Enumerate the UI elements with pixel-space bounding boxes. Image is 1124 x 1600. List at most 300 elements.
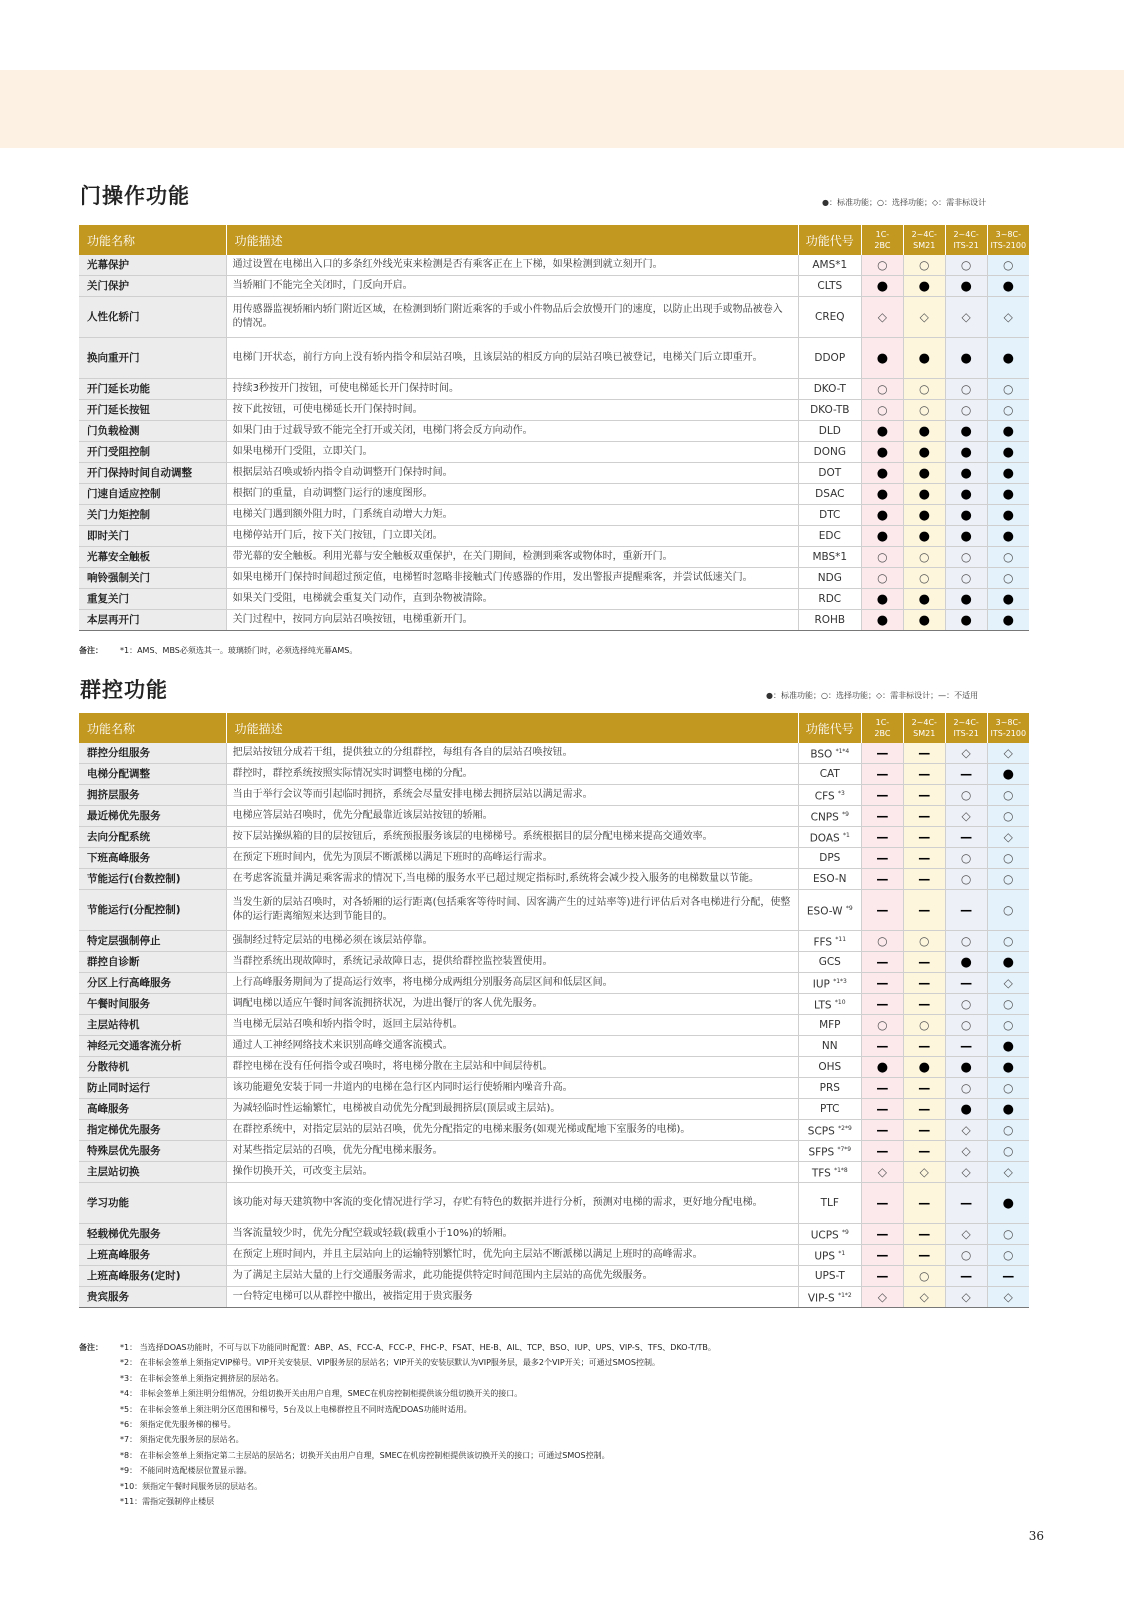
function-code [798, 973, 861, 994]
availability-filled-icon: ● [903, 421, 945, 442]
header-model-its21: 2~4C- ITS-21 [945, 713, 987, 743]
function-name: 特定层强制停止 [79, 931, 226, 952]
function-name: 防止同时运行 [79, 1078, 226, 1099]
function-code [798, 1099, 861, 1120]
availability-none-icon: — [861, 890, 903, 931]
function-code-text: SFPS [808, 1146, 835, 1159]
function-code-text: CLTS [817, 280, 843, 292]
function-code-text: LTS [814, 999, 832, 1012]
header-function-name: 功能名称 [79, 225, 226, 255]
table-row [79, 1287, 1029, 1308]
availability-none-icon: — [861, 743, 903, 764]
function-code-text: TFS [811, 1167, 831, 1180]
availability-filled-icon: ● [987, 764, 1029, 785]
function-code [798, 1015, 861, 1036]
function-name: 本层再开门 [79, 610, 226, 631]
function-code-text: CNPS [810, 811, 839, 824]
availability-nonstandard-icon: ◇ [987, 297, 1029, 338]
availability-filled-icon: ● [987, 526, 1029, 547]
table-row [79, 890, 1029, 931]
function-description: 关门过程中，按同方向层站召唤按钮，电梯重新开门。 [226, 610, 798, 631]
function-code-text: DKO-TB [810, 404, 850, 416]
availability-none-icon: — [903, 973, 945, 994]
function-code [798, 785, 861, 806]
function-code [798, 1287, 861, 1308]
availability-filled-icon: ● [945, 610, 987, 631]
table-row [79, 297, 1029, 338]
function-description: 当客流量较少时，优先分配空载或轻载(载重小于10%)的轿厢。 [226, 1224, 798, 1245]
function-description: 通过人工神经网络技术来识别高峰交通客流模式。 [226, 1036, 798, 1057]
availability-filled-icon: ● [987, 338, 1029, 379]
availability-optional-icon: ○ [987, 1078, 1029, 1099]
availability-optional-icon: ○ [987, 400, 1029, 421]
group-note: *5： 在非标会签单上须注明分区范围和梯号，5台及以上电梯群控且不同时选配DOAS功能时适用。 [120, 1404, 472, 1414]
function-code-text: ROHB [814, 614, 846, 626]
availability-none-icon: — [945, 973, 987, 994]
availability-none-icon: — [903, 1099, 945, 1120]
availability-optional-icon: ○ [945, 994, 987, 1015]
function-name: 下班高峰服务 [79, 848, 226, 869]
availability-filled-icon: ● [987, 1036, 1029, 1057]
group-function-table [79, 713, 1029, 1308]
availability-none-icon: — [903, 1183, 945, 1224]
function-code [798, 1183, 861, 1224]
function-description: 电梯关门遇到额外阻力时，门系统自动增大力矩。 [226, 505, 798, 526]
availability-filled-icon: ● [861, 463, 903, 484]
availability-none-icon: — [861, 827, 903, 848]
table-row [79, 400, 1029, 421]
header-function-name: 功能名称 [79, 713, 226, 743]
availability-none-icon: — [861, 1266, 903, 1287]
function-description: 用传感器监视轿厢内轿门附近区域，在检测到轿门附近乘客的手或小件物品后会放慢开门的速度，以防止出现手或物品被卷入的情况。 [226, 297, 798, 338]
function-code [798, 890, 861, 931]
function-description: 当由于举行会议等而引起临时拥挤，系统会尽量安排电梯去拥挤层站以满足需求。 [226, 785, 798, 806]
header-model-its2100: 3~8C- ITS-2100 [987, 225, 1029, 255]
header-band [0, 70, 1124, 148]
availability-filled-icon: ● [945, 505, 987, 526]
table-row [79, 505, 1029, 526]
footnote-ref: *10 [834, 998, 846, 1006]
availability-none-icon: — [903, 994, 945, 1015]
function-code-text: CAT [819, 768, 840, 780]
function-name: 特殊层优先服务 [79, 1141, 226, 1162]
function-code [798, 379, 861, 400]
availability-none-icon: — [903, 890, 945, 931]
header-model-sm21: 2~4C- SM21 [903, 713, 945, 743]
function-name: 关门力矩控制 [79, 505, 226, 526]
function-name: 开门延长功能 [79, 379, 226, 400]
group-section-title: 群控功能 [80, 678, 168, 702]
availability-nonstandard-icon: ◇ [987, 743, 1029, 764]
function-code [798, 806, 861, 827]
availability-optional-icon: ○ [987, 890, 1029, 931]
group-note: *8： 在非标会签单上须指定第二主层站的层站名；切换开关由用户自理，SMEC在机房控制柜提供该切换开关的接口；可通过SMOS控制。 [120, 1450, 610, 1460]
function-name: 神经元交通客流分析 [79, 1036, 226, 1057]
function-name: 上班高峰服务 [79, 1245, 226, 1266]
function-name: 午餐时间服务 [79, 994, 226, 1015]
availability-optional-icon: ○ [903, 255, 945, 276]
function-name: 门速自适应控制 [79, 484, 226, 505]
function-code [798, 1245, 861, 1266]
footnote-ref: *1*3 [833, 977, 847, 985]
function-name: 开门受阻控制 [79, 442, 226, 463]
availability-filled-icon: ● [945, 338, 987, 379]
function-name: 去向分配系统 [79, 827, 226, 848]
function-description: 持续3秒按开门按钮，可使电梯延长开门保持时间。 [226, 379, 798, 400]
availability-none-icon: — [861, 1224, 903, 1245]
availability-optional-icon: ○ [987, 568, 1029, 589]
availability-filled-icon: ● [945, 1099, 987, 1120]
availability-optional-icon: ○ [987, 785, 1029, 806]
function-code-text: UCPS [810, 1229, 839, 1242]
availability-optional-icon: ○ [945, 547, 987, 568]
availability-filled-icon: ● [861, 442, 903, 463]
availability-filled-icon: ● [861, 505, 903, 526]
availability-none-icon: — [945, 890, 987, 931]
availability-optional-icon: ○ [945, 848, 987, 869]
function-name: 电梯分配调整 [79, 764, 226, 785]
function-code-text: VIP-S [807, 1292, 835, 1305]
availability-filled-icon: ● [987, 952, 1029, 973]
function-code [798, 1078, 861, 1099]
function-name: 开门延长按钮 [79, 400, 226, 421]
table-row [79, 1183, 1029, 1224]
table-row [79, 973, 1029, 994]
function-name: 节能运行(分配控制) [79, 890, 226, 931]
function-code [798, 276, 861, 297]
function-name: 即时关门 [79, 526, 226, 547]
function-code [798, 931, 861, 952]
function-description: 在预定上班时间内，并且主层站向上的运输特别繁忙时，优先向主层站不断派梯以满足上班时的高峰需求。 [226, 1245, 798, 1266]
availability-none-icon: — [861, 1036, 903, 1057]
function-code [798, 442, 861, 463]
function-description: 电梯停站开门后，按下关门按钮，门立即关闭。 [226, 526, 798, 547]
function-description: 调配电梯以适应午餐时间客流拥挤状况，为进出餐厅的客人优先服务。 [226, 994, 798, 1015]
availability-filled-icon: ● [945, 421, 987, 442]
function-code [798, 1120, 861, 1141]
function-name: 上班高峰服务(定时) [79, 1266, 226, 1287]
function-code [798, 1266, 861, 1287]
availability-none-icon: — [945, 1183, 987, 1224]
table-row [79, 827, 1029, 848]
function-code-text: PRS [819, 1082, 840, 1094]
table-row [79, 1099, 1029, 1120]
function-description: 按下此按钮，可使电梯延长开门保持时间。 [226, 400, 798, 421]
header-function-code: 功能代号 [798, 713, 861, 743]
availability-optional-icon: ○ [987, 379, 1029, 400]
function-code-text: GCS [818, 956, 841, 968]
function-name: 重复关门 [79, 589, 226, 610]
function-code [798, 610, 861, 631]
function-code [798, 421, 861, 442]
function-code [798, 484, 861, 505]
table-row [79, 952, 1029, 973]
function-code [798, 1057, 861, 1078]
table-row [79, 589, 1029, 610]
availability-none-icon: — [903, 952, 945, 973]
availability-none-icon: — [861, 1245, 903, 1266]
function-name: 光幕保护 [79, 255, 226, 276]
availability-none-icon: — [861, 1099, 903, 1120]
function-code-text: DKO-T [813, 383, 846, 395]
door-section-title: 门操作功能 [80, 184, 190, 208]
function-description: 一台特定电梯可以从群控中撤出，被指定用于贵宾服务 [226, 1287, 798, 1308]
function-code-text: NDG [817, 572, 842, 584]
function-code [798, 1036, 861, 1057]
function-description: 群控时，群控系统按照实际情况实时调整电梯的分配。 [226, 764, 798, 785]
availability-filled-icon: ● [987, 1099, 1029, 1120]
function-description: 按下层站操纵箱的目的层按钮后，系统预报服务该层的电梯梯号。系统根据目的层分配电梯来提高交通效率。 [226, 827, 798, 848]
function-description: 对某些指定层站的召唤，优先分配电梯来服务。 [226, 1141, 798, 1162]
function-name: 响铃强制关门 [79, 568, 226, 589]
availability-optional-icon: ○ [945, 568, 987, 589]
table-row [79, 379, 1029, 400]
availability-optional-icon: ○ [903, 547, 945, 568]
function-description: 该功能避免安装于同一井道内的电梯在急行区内同时运行使轿厢内噪音升高。 [226, 1078, 798, 1099]
group-note-label: 备注： [79, 1343, 103, 1352]
header-function-desc: 功能描述 [226, 225, 798, 255]
function-code [798, 1162, 861, 1183]
availability-none-icon: — [861, 1183, 903, 1224]
door-function-table [79, 225, 1029, 631]
availability-none-icon: — [987, 1266, 1029, 1287]
function-name: 轻载梯优先服务 [79, 1224, 226, 1245]
availability-filled-icon: ● [945, 952, 987, 973]
table-row [79, 1036, 1029, 1057]
footnote-ref: *9 [842, 810, 849, 818]
function-code-text: CREQ [815, 311, 845, 323]
table-row [79, 785, 1029, 806]
footnote-ref: *1 [843, 831, 850, 839]
availability-none-icon: — [945, 1036, 987, 1057]
function-code-text: ESO-W [806, 905, 843, 918]
group-note: *9： 不能同时选配楼层位置显示器。 [120, 1466, 252, 1476]
function-description: 在预定下班时间内，优先为顶层不断派梯以满足下班时的高峰运行需求。 [226, 848, 798, 869]
availability-none-icon: — [945, 827, 987, 848]
function-code-text: DOT [818, 467, 842, 479]
table-row [79, 338, 1029, 379]
function-description: 如果门由于过载导致不能完全打开或关闭，电梯门将会反方向动作。 [226, 421, 798, 442]
availability-none-icon: — [945, 764, 987, 785]
function-name: 关门保护 [79, 276, 226, 297]
availability-nonstandard-icon: ◇ [861, 1287, 903, 1308]
function-code-text: IUP [812, 978, 830, 991]
availability-none-icon: — [903, 1141, 945, 1162]
table-row [79, 610, 1029, 631]
function-code [798, 869, 861, 890]
availability-filled-icon: ● [945, 589, 987, 610]
function-code-text: DSAC [815, 488, 845, 500]
function-name: 门负载检测 [79, 421, 226, 442]
table-row [79, 764, 1029, 785]
table-row [79, 1078, 1029, 1099]
availability-nonstandard-icon: ◇ [987, 1287, 1029, 1308]
availability-filled-icon: ● [903, 610, 945, 631]
table-row [79, 276, 1029, 297]
availability-optional-icon: ○ [903, 1266, 945, 1287]
table-row [79, 1266, 1029, 1287]
function-code-text: MFP [819, 1019, 841, 1031]
availability-optional-icon: ○ [987, 1245, 1029, 1266]
availability-none-icon: — [861, 869, 903, 890]
function-description: 为减轻临时性运输繁忙，电梯被自动优先分配到最拥挤层(顶层或主层站)。 [226, 1099, 798, 1120]
availability-none-icon: — [903, 1245, 945, 1266]
function-code [798, 764, 861, 785]
function-code-text: DONG [813, 446, 846, 458]
footnote-ref: *1*8 [834, 1166, 848, 1174]
function-name: 分区上行高峰服务 [79, 973, 226, 994]
function-code-text: UPS [814, 1250, 836, 1263]
availability-filled-icon: ● [903, 1057, 945, 1078]
function-code [798, 589, 861, 610]
function-description: 带光幕的安全触板。利用光幕与安全触板双重保护，在关门期间，检测到乘客或物体时，重新开门。 [226, 547, 798, 568]
availability-optional-icon: ○ [987, 1141, 1029, 1162]
availability-optional-icon: ○ [861, 547, 903, 568]
function-description: 为了满足主层站大量的上行交通服务需求，此功能提供特定时间范围内主层站的高优先级服务。 [226, 1266, 798, 1287]
function-name: 最近梯优先服务 [79, 806, 226, 827]
table-row [79, 421, 1029, 442]
function-description: 当发生新的层站召唤时，对各轿厢的运行距离(包括乘客等待时间、因客满产生的过站率等)进行评估后对各电梯进行分配，使整体的运行距离缩短来达到节能目的。 [226, 890, 798, 931]
table-row [79, 255, 1029, 276]
function-description: 如果关门受阻，电梯就会重复关门动作，直到杂物被清除。 [226, 589, 798, 610]
availability-none-icon: — [861, 1078, 903, 1099]
table-row [79, 442, 1029, 463]
availability-filled-icon: ● [987, 484, 1029, 505]
door-legend: ●：标准功能；○：选择功能；◇：需非标设计 [822, 198, 987, 207]
availability-none-icon: — [903, 1224, 945, 1245]
availability-nonstandard-icon: ◇ [861, 1162, 903, 1183]
table-row [79, 526, 1029, 547]
function-name: 高峰服务 [79, 1099, 226, 1120]
availability-none-icon: — [903, 848, 945, 869]
table-row [79, 463, 1029, 484]
availability-filled-icon: ● [861, 610, 903, 631]
function-code [798, 827, 861, 848]
function-description: 电梯门开状态，前行方向上没有轿内指令和层站召唤，且该层站的相反方向的层站召唤已被登记，电梯关门后立即重开。 [226, 338, 798, 379]
function-name: 指定梯优先服务 [79, 1120, 226, 1141]
availability-optional-icon: ○ [945, 400, 987, 421]
function-code-text: EDC [818, 530, 841, 542]
availability-none-icon: — [861, 1120, 903, 1141]
function-description: 该功能对每天建筑物中客流的变化情况进行学习，存贮有特色的数据并进行分析，预测对电梯的需求，更好地分配电梯。 [226, 1183, 798, 1224]
availability-none-icon: — [861, 1141, 903, 1162]
availability-optional-icon: ○ [861, 931, 903, 952]
availability-none-icon: — [861, 973, 903, 994]
footnote-ref: *2*9 [838, 1124, 852, 1132]
availability-none-icon: — [945, 1266, 987, 1287]
availability-filled-icon: ● [945, 442, 987, 463]
function-code [798, 994, 861, 1015]
footnote-ref: *9 [842, 1228, 849, 1236]
availability-filled-icon: ● [903, 526, 945, 547]
function-code [798, 1224, 861, 1245]
footnote-ref: *11 [835, 935, 847, 943]
table-row [79, 1120, 1029, 1141]
table-row [79, 1162, 1029, 1183]
availability-nonstandard-icon: ◇ [903, 1287, 945, 1308]
availability-filled-icon: ● [945, 276, 987, 297]
function-code-text: DPS [819, 852, 841, 864]
availability-none-icon: — [861, 848, 903, 869]
function-description: 如果电梯开门保持时间超过预定值，电梯暂时忽略非接触式门传感器的作用，发出警报声提醒乘客，并尝试低速关门。 [226, 568, 798, 589]
function-name: 换向重开门 [79, 338, 226, 379]
function-code-text: DDOP [814, 352, 846, 364]
header-function-code: 功能代号 [798, 225, 861, 255]
availability-nonstandard-icon: ◇ [987, 827, 1029, 848]
availability-filled-icon: ● [903, 463, 945, 484]
availability-optional-icon: ○ [987, 1224, 1029, 1245]
function-code-text: DOAS [809, 832, 840, 845]
table-row [79, 1057, 1029, 1078]
function-name: 分散待机 [79, 1057, 226, 1078]
availability-filled-icon: ● [987, 505, 1029, 526]
function-description: 把层站按钮分成若干组，提供独立的分组群控，每组有各自的层站召唤按钮。 [226, 743, 798, 764]
table-row [79, 994, 1029, 1015]
function-description: 通过设置在电梯出入口的多条红外线光束来检测是否有乘客正在上下梯，如果检测到就立刻开门。 [226, 255, 798, 276]
availability-none-icon: — [903, 869, 945, 890]
availability-nonstandard-icon: ◇ [903, 297, 945, 338]
group-note: *3： 在非标会签单上须指定拥挤层的层站名。 [120, 1373, 284, 1383]
function-code [798, 526, 861, 547]
availability-filled-icon: ● [987, 589, 1029, 610]
availability-filled-icon: ● [861, 276, 903, 297]
function-code [798, 952, 861, 973]
availability-filled-icon: ● [903, 484, 945, 505]
function-code [798, 297, 861, 338]
footnote-ref: *7*9 [837, 1145, 852, 1153]
availability-none-icon: — [903, 806, 945, 827]
availability-optional-icon: ○ [945, 1015, 987, 1036]
function-code-text: RDC [818, 593, 842, 605]
table-row [79, 806, 1029, 827]
function-name: 人性化轿门 [79, 297, 226, 338]
function-name: 群控分组服务 [79, 743, 226, 764]
function-name: 光幕安全触板 [79, 547, 226, 568]
availability-filled-icon: ● [987, 610, 1029, 631]
availability-nonstandard-icon: ◇ [861, 297, 903, 338]
availability-none-icon: — [903, 1036, 945, 1057]
group-legend: ●：标准功能；○：选择功能；◇：需非标设计；—：不适用 [766, 691, 979, 700]
function-name: 学习功能 [79, 1183, 226, 1224]
function-code-text: SCPS [807, 1125, 835, 1138]
function-code-text: OHS [818, 1061, 842, 1073]
table-row [79, 869, 1029, 890]
header-function-desc: 功能描述 [226, 713, 798, 743]
function-code-text: PTC [820, 1103, 840, 1115]
function-code [798, 505, 861, 526]
function-code [798, 743, 861, 764]
table-row [79, 1224, 1029, 1245]
availability-filled-icon: ● [861, 338, 903, 379]
availability-filled-icon: ● [987, 442, 1029, 463]
function-description: 在考虑客流量并满足乘客需求的情况下,当电梯的服务水平已超过规定指标时,系统将会减少投入服务的电梯数量以节能。 [226, 869, 798, 890]
function-description: 强制经过特定层站的电梯必须在该层站停靠。 [226, 931, 798, 952]
group-note: *10：须指定午餐时间服务层的层站名。 [120, 1481, 263, 1491]
availability-nonstandard-icon: ◇ [945, 297, 987, 338]
header-model-its2100: 3~8C- ITS-2100 [987, 713, 1029, 743]
availability-optional-icon: ○ [945, 255, 987, 276]
availability-optional-icon: ○ [987, 869, 1029, 890]
availability-optional-icon: ○ [987, 994, 1029, 1015]
availability-nonstandard-icon: ◇ [945, 1141, 987, 1162]
availability-optional-icon: ○ [987, 931, 1029, 952]
availability-optional-icon: ○ [903, 931, 945, 952]
availability-optional-icon: ○ [987, 848, 1029, 869]
availability-optional-icon: ○ [945, 1078, 987, 1099]
function-description: 当轿厢门不能完全关闭时，门反向开启。 [226, 276, 798, 297]
function-code [798, 338, 861, 379]
availability-none-icon: — [903, 1120, 945, 1141]
